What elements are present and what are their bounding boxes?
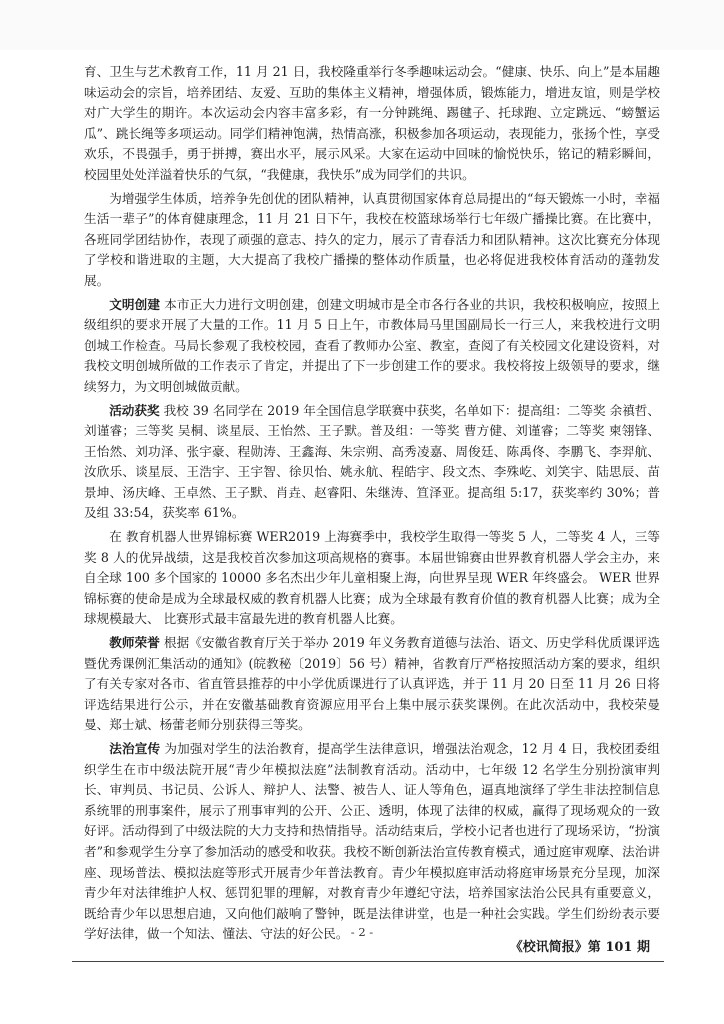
paragraph-text: 育、卫生与艺术教育工作，11 月 21 日，我校隆重举行冬季趣味运动会。“健康、快乐、向上”是本届趣味运动会的宗旨，培养团结、友爱、互助的集体主义精神，增强体质，锻炼能力，增进友谊，则是学校对广大学生的期许。本次运动会内容丰富多彩，有一分钟跳绳、踢毽子、托球跑、立定跳远、“螃蟹运瓜”、跳长绳等多项运动。同学们精神饱满，热情高涨，积极参加各项运动，表现能力，张扬个性，享受欢乐，不畏强手，勇于拼搏，赛出水平，展示风采。大家在运动中回味的愉悦快乐，铭记的精彩瞬间，校园里处处洋溢着快乐的气氛，“我健康，我快乐”成为同学们的共识。 <box>84 64 660 182</box>
paragraph-text: 为加强对学生的法治教育，提高学生法律意识，增强法治观念，12 月 4 日，我校团委组织学生在市中级法院开展“青少年模拟法庭”法制教育活动。活动中，七年级 12 名学生分别扮演审判长、审判员、书记员、公诉人、辩护人、法警、被告人、证人等角色，逼真地演绎了学生非法控制信息系统罪的刑事案件，展示了刑事审判的公开、公正、透明，体现了法律的权威，赢得了现场观众的一致好评。活动得到了中级法院的大力支持和热情指导。活动结束后，学校小记者也进行了现场采访，“扮演者”和参观学生分享了参加活动的感受和收获。我校不断创新法治宣传教育模式，通过庭审观摩、法治讲座、现场普法、模拟法庭等形式开展青少年普法教育。青少年模拟庭审活动将庭审场景充分呈现，加深青少年对法律维护人权、惩罚犯罪的理解，对教育青少年遵纪守法，培养国家法治公民具有重要意义，既给青少年以思想启迪，又向他们敲响了警钟，既是法律讲堂，也是一种社会实践。学生们纷纷表示要学好法律，做一个知法、懂法、守法的好公民。 <box>84 741 660 942</box>
footer-divider <box>72 961 664 962</box>
paragraph-awards <box>84 401 660 525</box>
paragraph-civilization <box>84 295 660 398</box>
page-top-margin <box>0 0 724 50</box>
page-number: - 2 - <box>350 925 374 939</box>
issue-label: 《校讯简报》第 101 期 <box>509 940 650 955</box>
paragraph-broadcast-exercise <box>84 189 660 292</box>
paragraph-text: 为增强学生体质，培养争先创优的团队精神，认真贯彻国家体育总局提出的“每天锻炼一小时，幸福生活一辈子”的体育健康理念，11 月 21 日下午，我校在校篮球场举行七年级广播操比赛。在比赛中，各班同学团结协作，表现了顽强的意志、持久的定力，展示了青春活力和团队精神。这次比赛充分体现了学校和谐进取的主题，大大提高了我校广播操的整体动作质量，也必将促进我校体育活动的蓬勃发展。 <box>84 190 660 288</box>
article-body <box>84 62 660 948</box>
section-lead-law-education: 法治宣传 <box>109 741 161 756</box>
section-lead-teacher-honors: 教师荣誉 <box>109 635 160 651</box>
paragraph-sports-meet <box>84 62 660 186</box>
paragraph-text: 根据《安徽省教育厅关于举办 2019 年义务教育道德与法治、语文、历史学科优质课评选暨优秀课例汇集活动的通知》(皖教秘〔2019〕56 号）精神，省教育厅严格按照活动方案的要求，组织了有关专家对各市、省直管县推荐的中小学优质课进行了认真评选，并于 11 月 20 日至 11 月 26 日将评选结果进行公示，并在安徽基础教育资源应用平台上集中展示获奖课例。在此次活动中，我校荣曼曼、郑士斌、杨蕾老师分别获得三等奖。 <box>84 635 661 733</box>
paragraph-teacher-honors <box>84 633 660 736</box>
paragraph-robotics <box>84 527 660 630</box>
paragraph-text: 在 教育机器人世界锦标赛 WER2019 上海赛季中，我校学生取得一等奖 5 人，二等奖 4 人，三等奖 8 人的优异战绩，这是我校首次参加这项高规格的赛事。本届世锦赛由世界教育机器人学会主办，来自全球 100 多个国家的 10000 多名杰出少年儿童相聚上海，向世界呈现 WER 年终盛会。 WER 世界锦标赛的使命是成为全球最权威的教育机器人比赛；成为全球最有教育价值的教育机器人比赛；成为全球规模最大、 比赛形式最丰富最先进的教育机器人比赛。 <box>84 529 660 627</box>
paragraph-text: 本市正大力进行文明创建，创建文明城市是全市各行各业的共识，我校积极响应，按照上级组织的要求开展了大量的工作。11 月 5 日上午，市教体局马里国副局长一行三人，来我校进行文明创城工作检查。马局长参观了我校校园，查看了教师办公室、教室，查阅了有关校园文化建设资料，对我校文明创城所做的工作表示了肯定，并提出了下一步创建工作的要求。我校将按上级领导的要求，继续努力，为文明创城做贡献。 <box>84 296 660 394</box>
section-lead-awards: 活动获奖 <box>109 402 160 418</box>
paragraph-text: 我校 39 名同学在 2019 年全国信息学联赛中获奖，名单如下：提高组：二等奖 余禛哲、刘谨睿；三等奖 吴桐、谈星辰、王怡然、王子默。普及组：一等奖 曹方健、刘谨睿；二等奖 柬翎锋、王怡然、刘功泽、张宇豪、程勋涛、王鑫海、朱宗朔、高秀凌嘉、周俊廷、陈禹佟、李鹏飞、李羿航、汝欣乐、谈星辰、王浩宇、王宇智、徐贝怡、姚永航、程皓宇、段文杰、李殊屹、刘笑宇、陆思辰、苗景坤、汤庆峰、王卓然、王子默、肖垚、赵睿阳、朱继涛、笪泽亚。提高组 5:17，获奖率约 30%；普及组 33:54，获奖率 61%。 <box>84 402 660 521</box>
section-lead-civilization: 文明创建 <box>109 296 161 312</box>
paragraph-law-education <box>84 739 660 945</box>
